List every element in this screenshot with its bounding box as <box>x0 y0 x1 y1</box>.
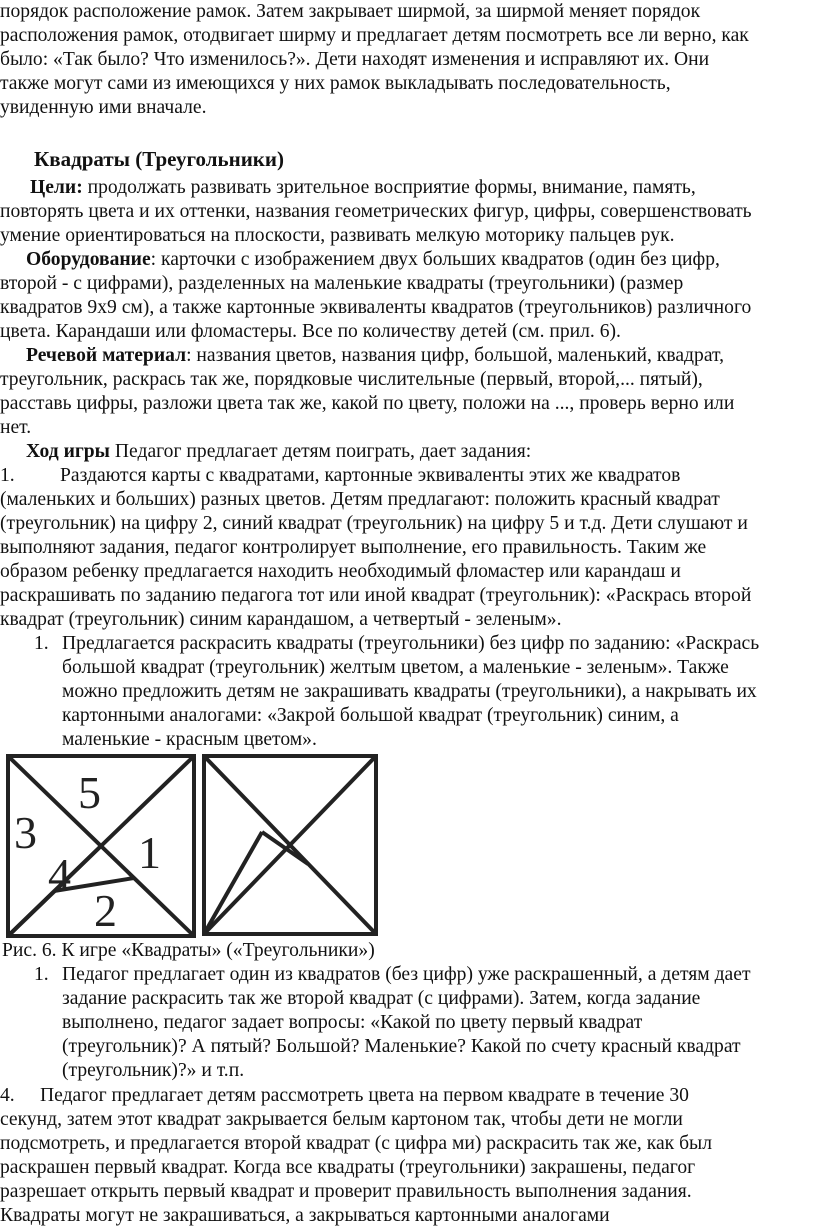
figure-squares <box>4 750 384 938</box>
text-line: также могут сами из имеющихся у них рамок выкладывать последовательность, <box>0 73 671 94</box>
text-line: можно предложить детям не закрашивать квадраты (треугольники), а накрывать их <box>62 681 757 702</box>
text-line: : названия цветов, названия цифр, большой, маленький, квадрат, <box>186 345 724 366</box>
text-line: выполнено, педагог задает вопросы: «Какой по цвету первый квадрат <box>62 1012 643 1033</box>
list-number: 1. <box>0 465 15 486</box>
text-line: увиденную ими вначале. <box>0 97 207 118</box>
text-line: (маленьких и больших) разных цветов. Детям предлагают: положить красный квадрат <box>0 489 720 510</box>
text-line: (треугольник) на цифру 2, синий квадрат (треугольник) на цифру 5 и т.д. Дети слушают и <box>0 513 748 534</box>
text-line: Раздаются карты с квадратами, картонные эквиваленты этих же квадратов <box>60 465 681 486</box>
speech-line <box>26 344 724 368</box>
goals-label: Цели: <box>30 177 83 198</box>
text-line: умение ориентироваться на плоскости, развивать мелкую моторику пальцев рук. <box>0 225 675 246</box>
text-line: расположения рамок, отодвигает ширму и предлагает детям посмотреть все ли верно, как <box>0 25 749 46</box>
text-line: (треугольник)? А пятый? Большой? Маленькие? Какой по счету красный квадрат <box>62 1036 741 1057</box>
list-number: 4. <box>0 1085 15 1106</box>
region-number: 5 <box>78 767 101 818</box>
text-line: расставь цифры, разложи цвета так же, какой по цвету, положи на ..., проверь верно или <box>0 393 735 414</box>
text-line: выполняют задания, педагог контролирует выполнение, его правильность. Таким же <box>0 537 707 558</box>
text-line: образом ребенку предлагается находить необходимый фломастер или карандаш и <box>0 561 681 582</box>
text-line: картонными аналогами: «Закрой большой квадрат (треугольник) синим, а <box>62 705 679 726</box>
text-line: Квадраты могут не закрашиваться, а закрываться картонными аналогами <box>0 1205 610 1226</box>
goals-line <box>30 176 696 200</box>
region-number: 3 <box>14 807 37 858</box>
text-line: квадратов 9х9 см), а также картонные эквиваленты квадратов (треугольников) различного <box>0 297 752 318</box>
text-line: задание раскрасить так же второй квадрат (с цифрами). Затем, когда задание <box>62 988 701 1009</box>
text-line: продолжать развивать зрительное восприятие формы, внимание, память, <box>82 177 696 198</box>
equipment-line <box>26 248 720 272</box>
text-line: большой квадрат (треугольник) желтым цветом, а маленькие - зеленым». Также <box>62 657 729 678</box>
text-line: подсмотреть, и предлагается второй квадрат (с цифра ми) раскрасить так же, как был <box>0 1133 712 1154</box>
speech-label: Речевой материал <box>26 345 187 366</box>
text-line: цвета. Карандаши или фломастеры. Все по количеству детей (см. прил. 6). <box>0 321 621 342</box>
text-line: (треугольник)?» и т.п. <box>62 1060 245 1081</box>
text-line: повторять цвета и их оттенки, названия геометрических фигур, цифры, совершенствовать <box>0 201 752 222</box>
blank-square <box>204 756 376 934</box>
text-line: : карточки с изображением двух больших квадратов (один без цифр, <box>150 249 720 270</box>
equipment-label: Оборудование <box>26 249 151 270</box>
text-line: треугольник, раскрась так же, порядковые числительные (первый, второй,... пятый), <box>0 369 703 390</box>
squares-diagram <box>4 750 384 938</box>
text-line: порядок расположение рамок. Затем закрывает ширмой, за ширмой меняет порядок <box>0 1 701 22</box>
figure-caption: Рис. 6. К игре «Квадраты» («Треугольники») <box>2 940 375 961</box>
text-line: второй - с цифрами), разделенных на маленькие квадраты (треугольники) (размер <box>0 273 684 294</box>
text-line: Педагог предлагает детям поиграть, дает задания: <box>109 441 532 462</box>
text-line: нет. <box>0 417 32 438</box>
text-line: маленькие - красным цветом». <box>62 729 317 750</box>
section-heading: Квадраты (Треугольники) <box>34 147 284 171</box>
text-line: Педагог предлагает детям рассмотреть цвета на первом квадрате в течение 30 <box>40 1085 689 1106</box>
text-line: Педагог предлагает один из квадратов (без цифр) уже раскрашенный, а детям дает <box>62 964 751 985</box>
game-label: Ход игры <box>26 441 110 462</box>
text-line: было: «Так было? Что изменилось?». Дети находят изменения и исправляют их. Они <box>0 49 710 70</box>
region-number: 4 <box>48 849 71 900</box>
text-line: раскрашен первый квадрат. Когда все квадраты (треугольники) закрашены, педагог <box>0 1157 696 1178</box>
list-number: 1. <box>34 964 49 985</box>
text-line: квадрат (треугольник) синим карандашом, а четвертый - зеленым». <box>0 609 562 630</box>
text-line: секунд, затем этот квадрат закрывается белым картоном так, чтобы дети не могли <box>0 1109 683 1130</box>
text-line: Предлагается раскрасить квадраты (треугольники) без цифр по заданию: «Раскрась <box>62 633 760 654</box>
region-number: 2 <box>94 885 117 936</box>
region-number: 1 <box>138 827 161 878</box>
list-number: 1. <box>34 633 49 654</box>
text-line: раскрашивать по заданию педагога тот или иной квадрат (треугольник): «Раскрась второй <box>0 585 752 606</box>
game-line <box>26 440 531 464</box>
text-line: разрешает открыть первый квадрат и проверит правильность выполнения задания. <box>0 1181 692 1202</box>
